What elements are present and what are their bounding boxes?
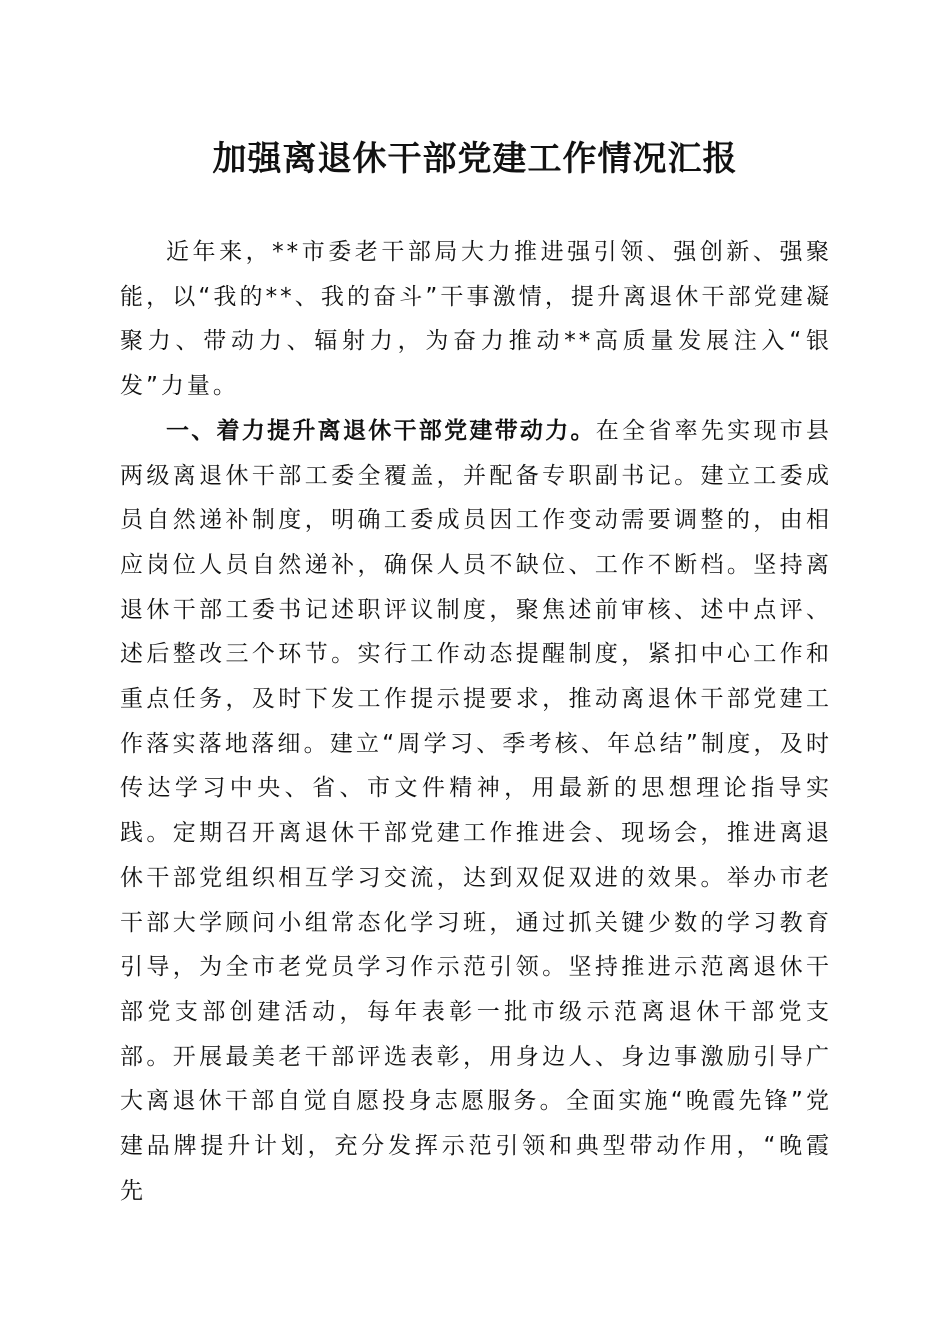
document-title: 加强离退休干部党建工作情况汇报 <box>212 139 738 179</box>
section-one-text: 在全省率先实现市县两级离退休干部工委全覆盖，并配备专职副书记。建立工委成员自然递补制度，明确工委成员因工作变动需要调整的，由相应岗位人员自然递补，确保人员不缺位、工作不断档。坚持离退休干部工委书记述职评议制度，聚焦述前审核、述中点评、述后整改三个环节。实行工作动态提醒制度，紧扣中心工作和重点任务，及时下发工作提示提要求，推动离退休干部党建工作落实落地落细。建立“周学习、季考核、年总结”制度，及时传达学习中央、省、市文件精神，用最新的思想理论指导实践。定期召开离退休干部党建工作推进会、现场会，推进离退休干部党组织相互学习交流，达到双促双进的效果。举办市老干部大学顾问小组常态化学习班，通过抓关键少数的学习教育引导，为全市老党员学习作示范引领。坚持推进示范离退休干部党支部创建活动，每年表彰一批市级示范离退休干部党支部。开展最美老干部评选表彰，用身边人、身边事激励引导广大离退休干部自觉自愿投身志愿服务。全面实施“晚霞先锋”党建品牌提升计划，充分发挥示范引领和典型带动作用，“晚霞先 <box>120 417 833 1204</box>
document-body <box>120 230 832 1213</box>
paragraph-intro <box>120 230 832 409</box>
paragraph-section-one <box>120 409 832 1214</box>
paragraph-intro-text: 近年来，**市委老干部局大力推进强引领、强创新、强聚能，以“我的**、我的奋斗”干事激情，提升离退休干部党建凝聚力、带动力、辐射力，为奋力推动**高质量发展注入“银发”力量。 <box>120 239 832 400</box>
section-one-heading: 一、着力提升离退休干部党建带动力。 <box>166 417 596 444</box>
